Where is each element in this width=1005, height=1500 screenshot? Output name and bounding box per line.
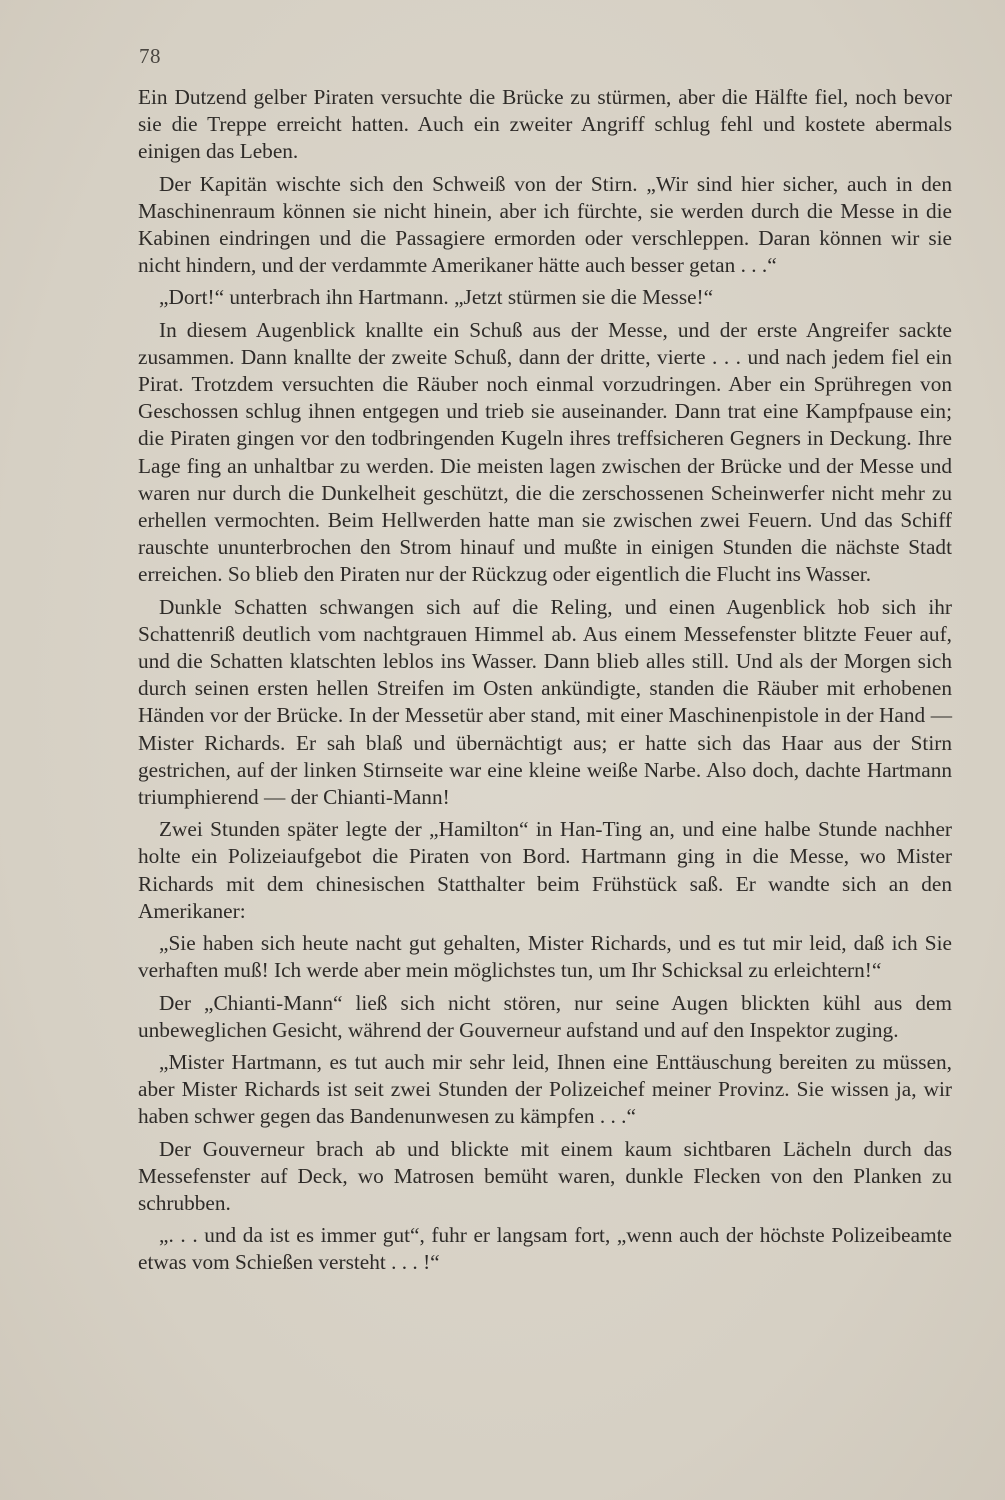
- page-number: 78: [139, 44, 161, 68]
- paragraph: Der „Chianti-Mann“ ließ sich nicht stören, nur seine Augen blickten kühl aus dem unbeweglichen Gesicht, während der Gouverneur aufstand und auf den Inspektor zuging.: [138, 990, 952, 1042]
- paragraph: „Mister Hartmann, es tut auch mir sehr leid, Ihnen eine Enttäuschung bereiten zu müssen, aber Mister Richards ist seit zwei Stunden der Polizeichef meiner Provinz. Sie wissen ja, wir haben schwer gegen das Bandenunwesen zu kämpfen . . .“: [138, 1049, 952, 1129]
- paragraph: „Dort!“ unterbrach ihn Hartmann. „Jetzt stürmen sie die Messe!“: [159, 285, 714, 310]
- paragraph: In diesem Augenblick knallte ein Schuß aus der Messe, und der erste Angreifer sackte zusammen. Dann knallte der zweite Schuß, dann der dritte, vierte . . . und nach jedem fiel ein Pirat. Trotzdem versuchten die Räuber noch einmal vorzudringen. Aber ein Sprühregen von Geschossen schlug ihnen entgegen und trieb sie auseinander. Dann trat eine Kampfpause ein; die Piraten gingen vor den todbringenden Kugeln ihres treffsicheren Gegners in Deckung. Ihre Lage fing an unhaltbar zu werden. Die meisten lagen zwischen der Brücke und der Messe und waren nur durch die Dunkelheit geschützt, die die zerschossenen Scheinwerfer nicht mehr zu erhellen vermochten. Beim Hellwerden hatte man sie zwischen zwei Feuern. Und das Schiff rauschte ununterbrochen den Strom hinauf und mußte in einigen Stunden die nächste Stadt erreichen. So blieb den Piraten nur der Rückzug oder eigentlich die Flucht ins Wasser.: [138, 317, 952, 587]
- body-text: [138, 84, 952, 1282]
- paragraph: Der Gouverneur brach ab und blickte mit einem kaum sichtbaren Lächeln durch das Messefenster auf Deck, wo Matrosen bemüht waren, dunkle Flecken von den Planken zu schrubben.: [138, 1136, 952, 1215]
- paragraph: „Sie haben sich heute nacht gut gehalten, Mister Richards, und es tut mir leid, daß ich Sie verhaften muß! Ich werde aber mein möglichstes tun, um Ihr Schicksal zu erleichtern!“: [138, 931, 952, 983]
- paragraph: Dunkle Schatten schwangen sich auf die Reling, und einen Augenblick hob sich ihr Schattenriß deutlich vom nachtgrauen Himmel ab. Aus einem Messefenster blitzte Feuer auf, und die Schatten klatschten leblos ins Wasser. Dann blieb alles still. Und als der Morgen sich durch seinen ersten hellen Streifen im Osten ankündigte, standen die Räuber mit erhobenen Händen vor der Brücke. In der Messetür aber stand, mit einer Maschinenpistole in der Hand — Mister Richards. Er sah blaß und übernächtigt aus; er hatte sich das Haar aus der Stirn gestrichen, auf der linken Stirnseite war eine kleine weiße Narbe. Also doch, dachte Hartmann triumphierend — der Chianti-Mann!: [138, 594, 952, 810]
- paragraph: „. . . und da ist es immer gut“, fuhr er langsam fort, „wenn auch der höchste Polizeibeamte etwas vom Schießen versteht . . . !“: [138, 1223, 952, 1275]
- paragraph: Ein Dutzend gelber Piraten versuchte die Brücke zu stürmen, aber die Hälfte fiel, noch bevor sie die Treppe erreicht hatten. Auch ein zweiter Angriff schlug fehl und kostete abermals einigen das Leben.: [138, 85, 952, 164]
- paragraph: Der Kapitän wischte sich den Schweiß von der Stirn. „Wir sind hier sicher, auch in den Maschinenraum können sie nicht hinein, aber ich fürchte, sie werden durch die Messe in die Kabinen eindringen und die Passagiere ermorden oder verschleppen. Daran können wir sie nicht hindern, und der verdammte Amerikaner hätte auch besser getan . . .“: [138, 171, 952, 278]
- paragraph: Zwei Stunden später legte der „Hamilton“ in Han-Ting an, und eine halbe Stunde nachher holte ein Polizeiaufgebot die Piraten von Bord. Hartmann ging in die Messe, wo Mister Richards mit dem chinesischen Statthalter beim Frühstück saß. Er wandte sich an den Amerikaner:: [138, 817, 952, 923]
